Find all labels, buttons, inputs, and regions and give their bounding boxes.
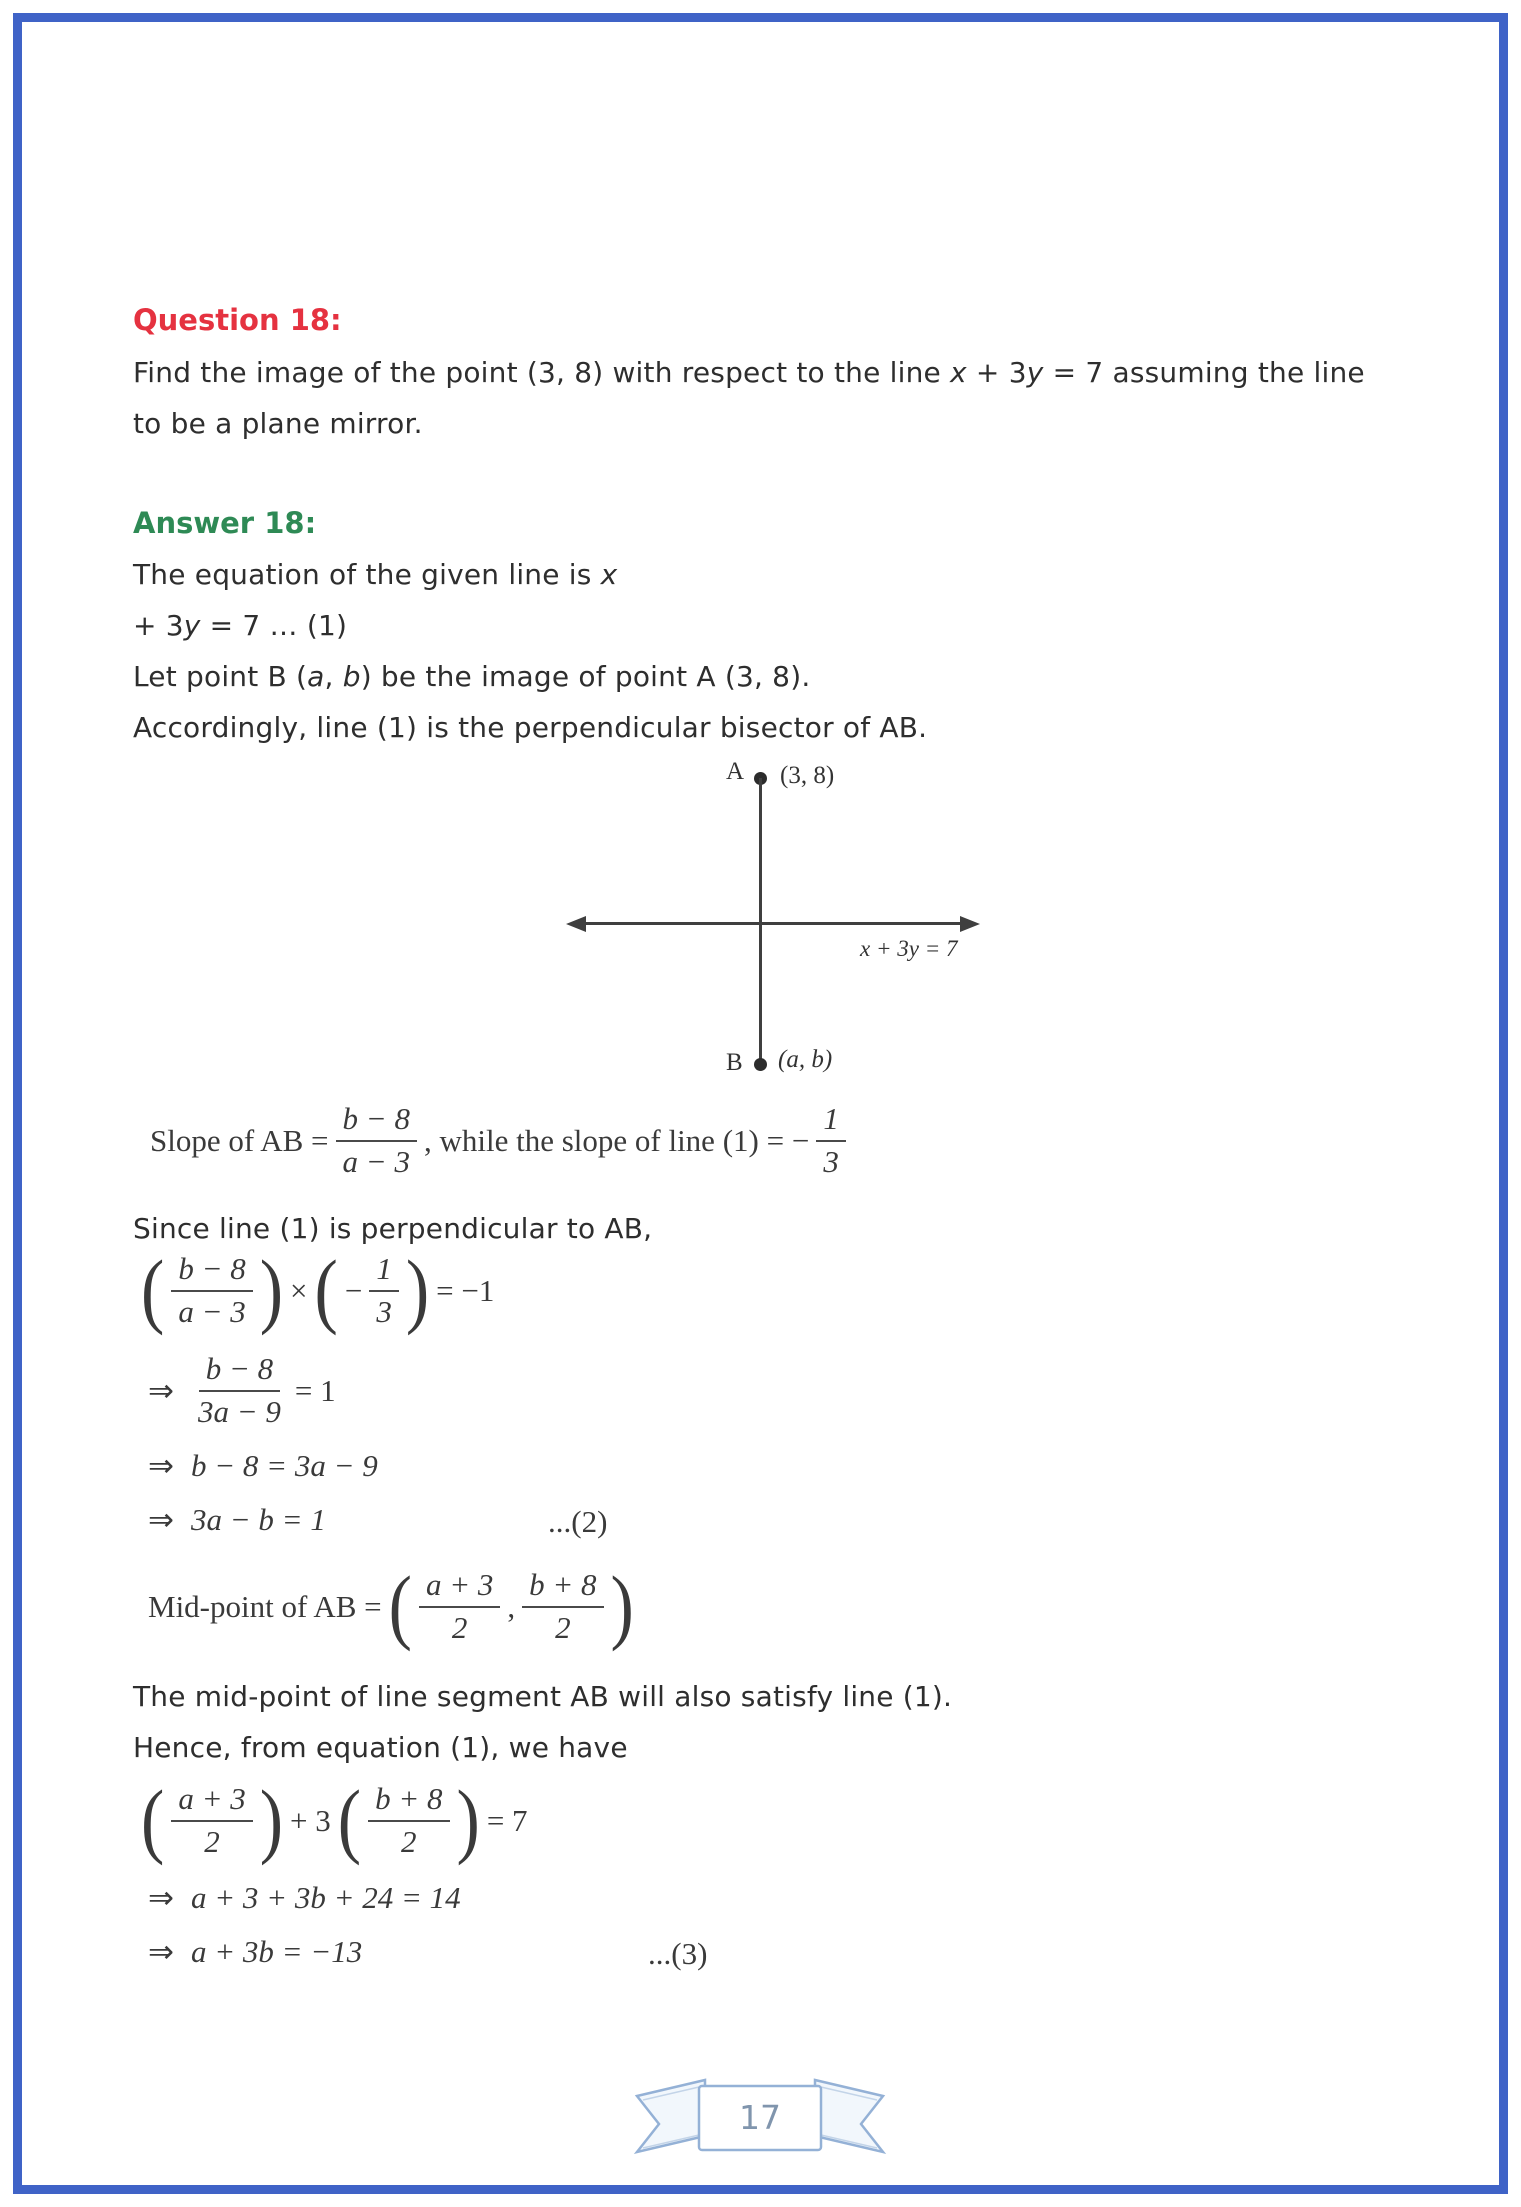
text-segment: , [324, 660, 343, 693]
minus-sign: − [344, 1272, 363, 1308]
equation-body: 3a − b = 1 [190, 1502, 326, 1537]
implies-arrow: ⇒ [148, 1880, 174, 1916]
fraction-slope-ab [336, 1102, 417, 1179]
equation-rhs: = −1 [436, 1272, 495, 1308]
slope-eq-middle: , while the slope of line (1) = − [423, 1122, 810, 1158]
point-a-label: A [726, 758, 745, 785]
fraction-one-third [816, 1102, 846, 1179]
midpoint-equation: Mid-point of AB = ( $\frac{a + 3}{2}$ , $\frac{b + 8}{2}$ ) [148, 1559, 634, 1653]
question-label: Question 18: [133, 303, 342, 337]
fraction-a3-2 [419, 1568, 500, 1645]
fraction-b8-2 [522, 1568, 603, 1645]
fraction-denominator: 3a − 9 [197, 1393, 281, 1429]
math-variable-x: x [950, 356, 967, 389]
mirror-line-right-arrowhead [960, 916, 980, 932]
text-segment: = 7 assuming the line [1043, 356, 1365, 389]
math-variable-y: y [1026, 356, 1044, 389]
text-segment: + 3 [133, 609, 184, 642]
fraction-denominator: 2 [204, 1823, 220, 1859]
equation-number-tag: ...(2) [548, 1504, 608, 1539]
page-number-ribbon [627, 2070, 893, 2165]
since-perpendicular-text: Since line (1) is perpendicular to AB, [133, 1212, 653, 1245]
point-a-coordinates: (3, 8) [780, 762, 835, 789]
fraction-denominator: 2 [451, 1609, 468, 1645]
substitution-equation: ( $\frac{a + 3}{2}$ ) + 3 ( $\frac{b + 8}{2}$ ) = 7 [141, 1773, 528, 1867]
implies-arrow: ⇒ [148, 1372, 174, 1409]
point-b-label: B [726, 1049, 743, 1076]
text-segment: ) be the image of point A (3, 8). [360, 660, 811, 693]
final-step-1 [148, 1880, 461, 1916]
equation-number-tag: ...(3) [648, 1936, 708, 1971]
derivation-step-3 [148, 1502, 608, 1539]
equation-rhs: = 1 [294, 1372, 336, 1408]
final-step-2 [148, 1934, 708, 1971]
fraction-denominator: 2 [401, 1823, 417, 1859]
fraction-denominator: 3 [376, 1293, 392, 1329]
plus-three-coefficient: + 3 [290, 1802, 331, 1838]
midpoint-satisfies-text: The mid-point of line segment AB will also satisfy line (1). [133, 1680, 953, 1713]
implies-arrow: ⇒ [148, 1502, 174, 1538]
fraction-denominator: a − 3 [178, 1293, 246, 1329]
implies-arrow: ⇒ [148, 1934, 174, 1970]
mirror-line-left-arrowhead [566, 916, 586, 932]
mirror-line-label: x + 3y = 7 [860, 936, 958, 961]
answer-text-line1 [133, 558, 617, 591]
question-text-line2: to be a plane mirror. [133, 407, 423, 440]
slope-equation [150, 1102, 846, 1179]
point-b-dot [754, 1058, 767, 1071]
fraction-numerator: 1 [816, 1102, 846, 1142]
fraction-one-third [369, 1252, 399, 1329]
implies-arrow: ⇒ [148, 1448, 174, 1484]
answer-text-line3 [133, 660, 810, 693]
slope-eq-prefix: Slope of AB = [150, 1122, 329, 1158]
math-variable-a: a [307, 660, 325, 693]
text-segment: = 7 … (1) [200, 609, 348, 642]
midpoint-prefix: Mid-point of AB = [148, 1588, 382, 1624]
text-segment: Find the image of the point (3, 8) with respect to the line [133, 356, 951, 389]
text-segment: The equation of the given line is [133, 558, 601, 591]
equation-body: b − 8 = 3a − 9 [190, 1448, 378, 1483]
fraction-denominator: 2 [555, 1609, 571, 1645]
equation-body: a + 3 + 3b + 24 = 14 [190, 1880, 461, 1915]
fraction-numerator: b − 8 [171, 1252, 252, 1292]
fraction-b8-2 [368, 1782, 449, 1859]
hence-from-equation-text: Hence, from equation (1), we have [133, 1731, 628, 1764]
times-sign: × [290, 1272, 308, 1308]
fraction-denominator: 3 [823, 1143, 839, 1179]
fraction-numerator: a + 3 [171, 1782, 252, 1822]
perpendicular-bisector-diagram [556, 752, 1006, 1087]
math-variable-x: x [600, 558, 618, 591]
answer-text-line4: Accordingly, line (1) is the perpendicular bisector of AB. [133, 711, 928, 744]
text-segment: + 3 [966, 356, 1027, 389]
fraction-numerator: b − 8 [199, 1352, 280, 1392]
equation-body: a + 3b = −13 [190, 1934, 363, 1969]
text-segment: Let point B ( [133, 660, 308, 693]
page-number: 17 [739, 2098, 781, 2137]
fraction-b8-a3 [171, 1252, 252, 1329]
fraction-numerator: a + 3 [419, 1568, 500, 1608]
equation-rhs: = 7 [486, 1802, 528, 1838]
comma: , [507, 1588, 516, 1624]
question-text-line1 [133, 356, 1365, 389]
fraction-numerator: b + 8 [522, 1568, 603, 1608]
point-b-coordinates: (a, b) [778, 1046, 833, 1073]
fraction-numerator: b + 8 [368, 1782, 449, 1822]
fraction-b8-3a9 [191, 1352, 288, 1429]
fraction-numerator: 1 [369, 1252, 399, 1292]
mirror-line [584, 922, 962, 925]
derivation-step-1 [148, 1352, 336, 1429]
answer-text-line2 [133, 609, 347, 642]
math-variable-y: y [183, 609, 201, 642]
derivation-step-2 [148, 1448, 378, 1484]
answer-label: Answer 18: [133, 506, 317, 540]
fraction-a3-2 [171, 1782, 252, 1859]
math-variable-b: b [342, 660, 361, 693]
perpendicularity-equation: ( $\frac{b - 8}{a - 3}$ ) × ( − $\frac{1}{3}$ ) = −1 [141, 1243, 495, 1337]
fraction-denominator: a − 3 [342, 1143, 410, 1179]
fraction-numerator: b − 8 [336, 1102, 417, 1142]
